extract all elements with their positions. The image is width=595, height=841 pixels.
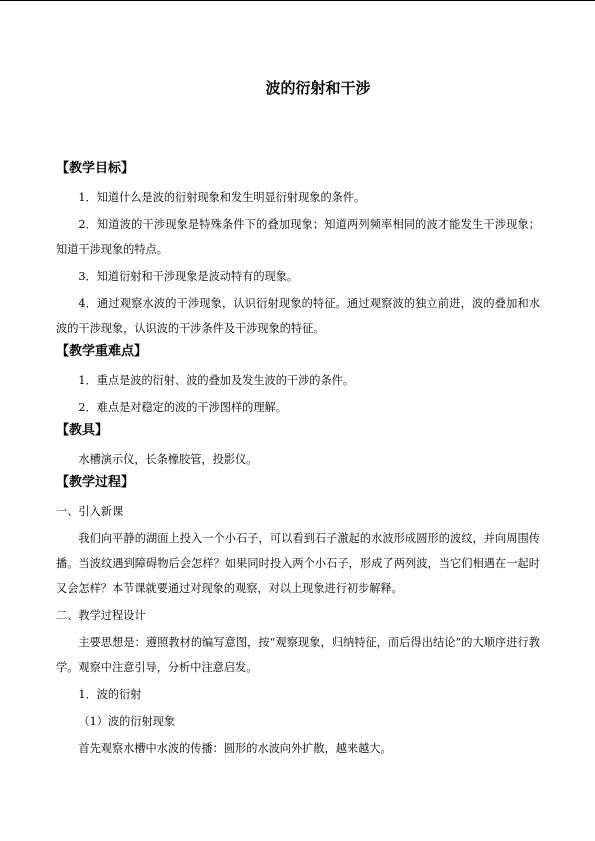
process-part1-title: 一、引入新课 (56, 505, 124, 518)
goal-item: 3．知道衍射和干涉现象是波动特有的现象。 (78, 270, 299, 283)
document-body (56, 78, 540, 763)
section-heading-goals: 【教学目标】 (56, 161, 135, 176)
page-title: 波的衍射和干涉 (265, 79, 371, 97)
page-top-border (0, 0, 595, 1)
key-point-item: 2．难点是对稳定的波的干涉图样的理解。 (78, 401, 287, 414)
section-heading-process: 【教学过程】 (56, 475, 135, 490)
goal-item: 4．通过观察水波的干涉现象，认识衍射现象的特征。通过观察波的独立前进，波的叠加和水波的干涉现象，认识波的干涉条件及干涉现象的特征。 (56, 297, 540, 335)
process-sub1-1-title: （1）波的衍射现象 (78, 715, 176, 728)
process-part1-text: 我们向平静的湖面上投入一个小石子，可以看到石子激起的水波形成圆形的波纹，并向周围传播。当波纹遇到障碍物后会怎样？如果同时投入两个小石子，形成了两列波，当它们相遇在一起时又会怎样？本节课就要通过对现象的观察，对以上现象进行初步解释。 (56, 532, 540, 595)
section-heading-key-points: 【教学重难点】 (56, 344, 148, 359)
goal-item: 1．知道什么是波的衍射现象和发生明显衍射现象的条件。 (78, 191, 366, 204)
process-sub1-1-text: 首先观察水槽中水波的传播：圆形的水波向外扩散，越来越大。 (78, 742, 392, 755)
process-sub1-title: 1．波的衍射 (78, 688, 142, 701)
goal-item: 2．知道波的干涉现象是特殊条件下的叠加现象；知道两列频率相同的波才能发生干涉现象；知道干涉现象的特点。 (56, 218, 540, 256)
tools-text: 水槽演示仪，长条橡胶管，投影仪。 (78, 453, 258, 466)
key-point-item: 1．重点是波的衍射、波的叠加及发生波的干涉的条件。 (78, 374, 355, 387)
process-part2-title: 二、教学过程设计 (56, 609, 146, 622)
process-part2-text: 主要思想是：遵照教材的编写意图，按“观察现象，归纳特征，而后得出结论”的大顺序进行教学。观察中注意引导，分析中注意启发。 (56, 636, 540, 674)
section-heading-tools: 【教具】 (56, 423, 109, 438)
